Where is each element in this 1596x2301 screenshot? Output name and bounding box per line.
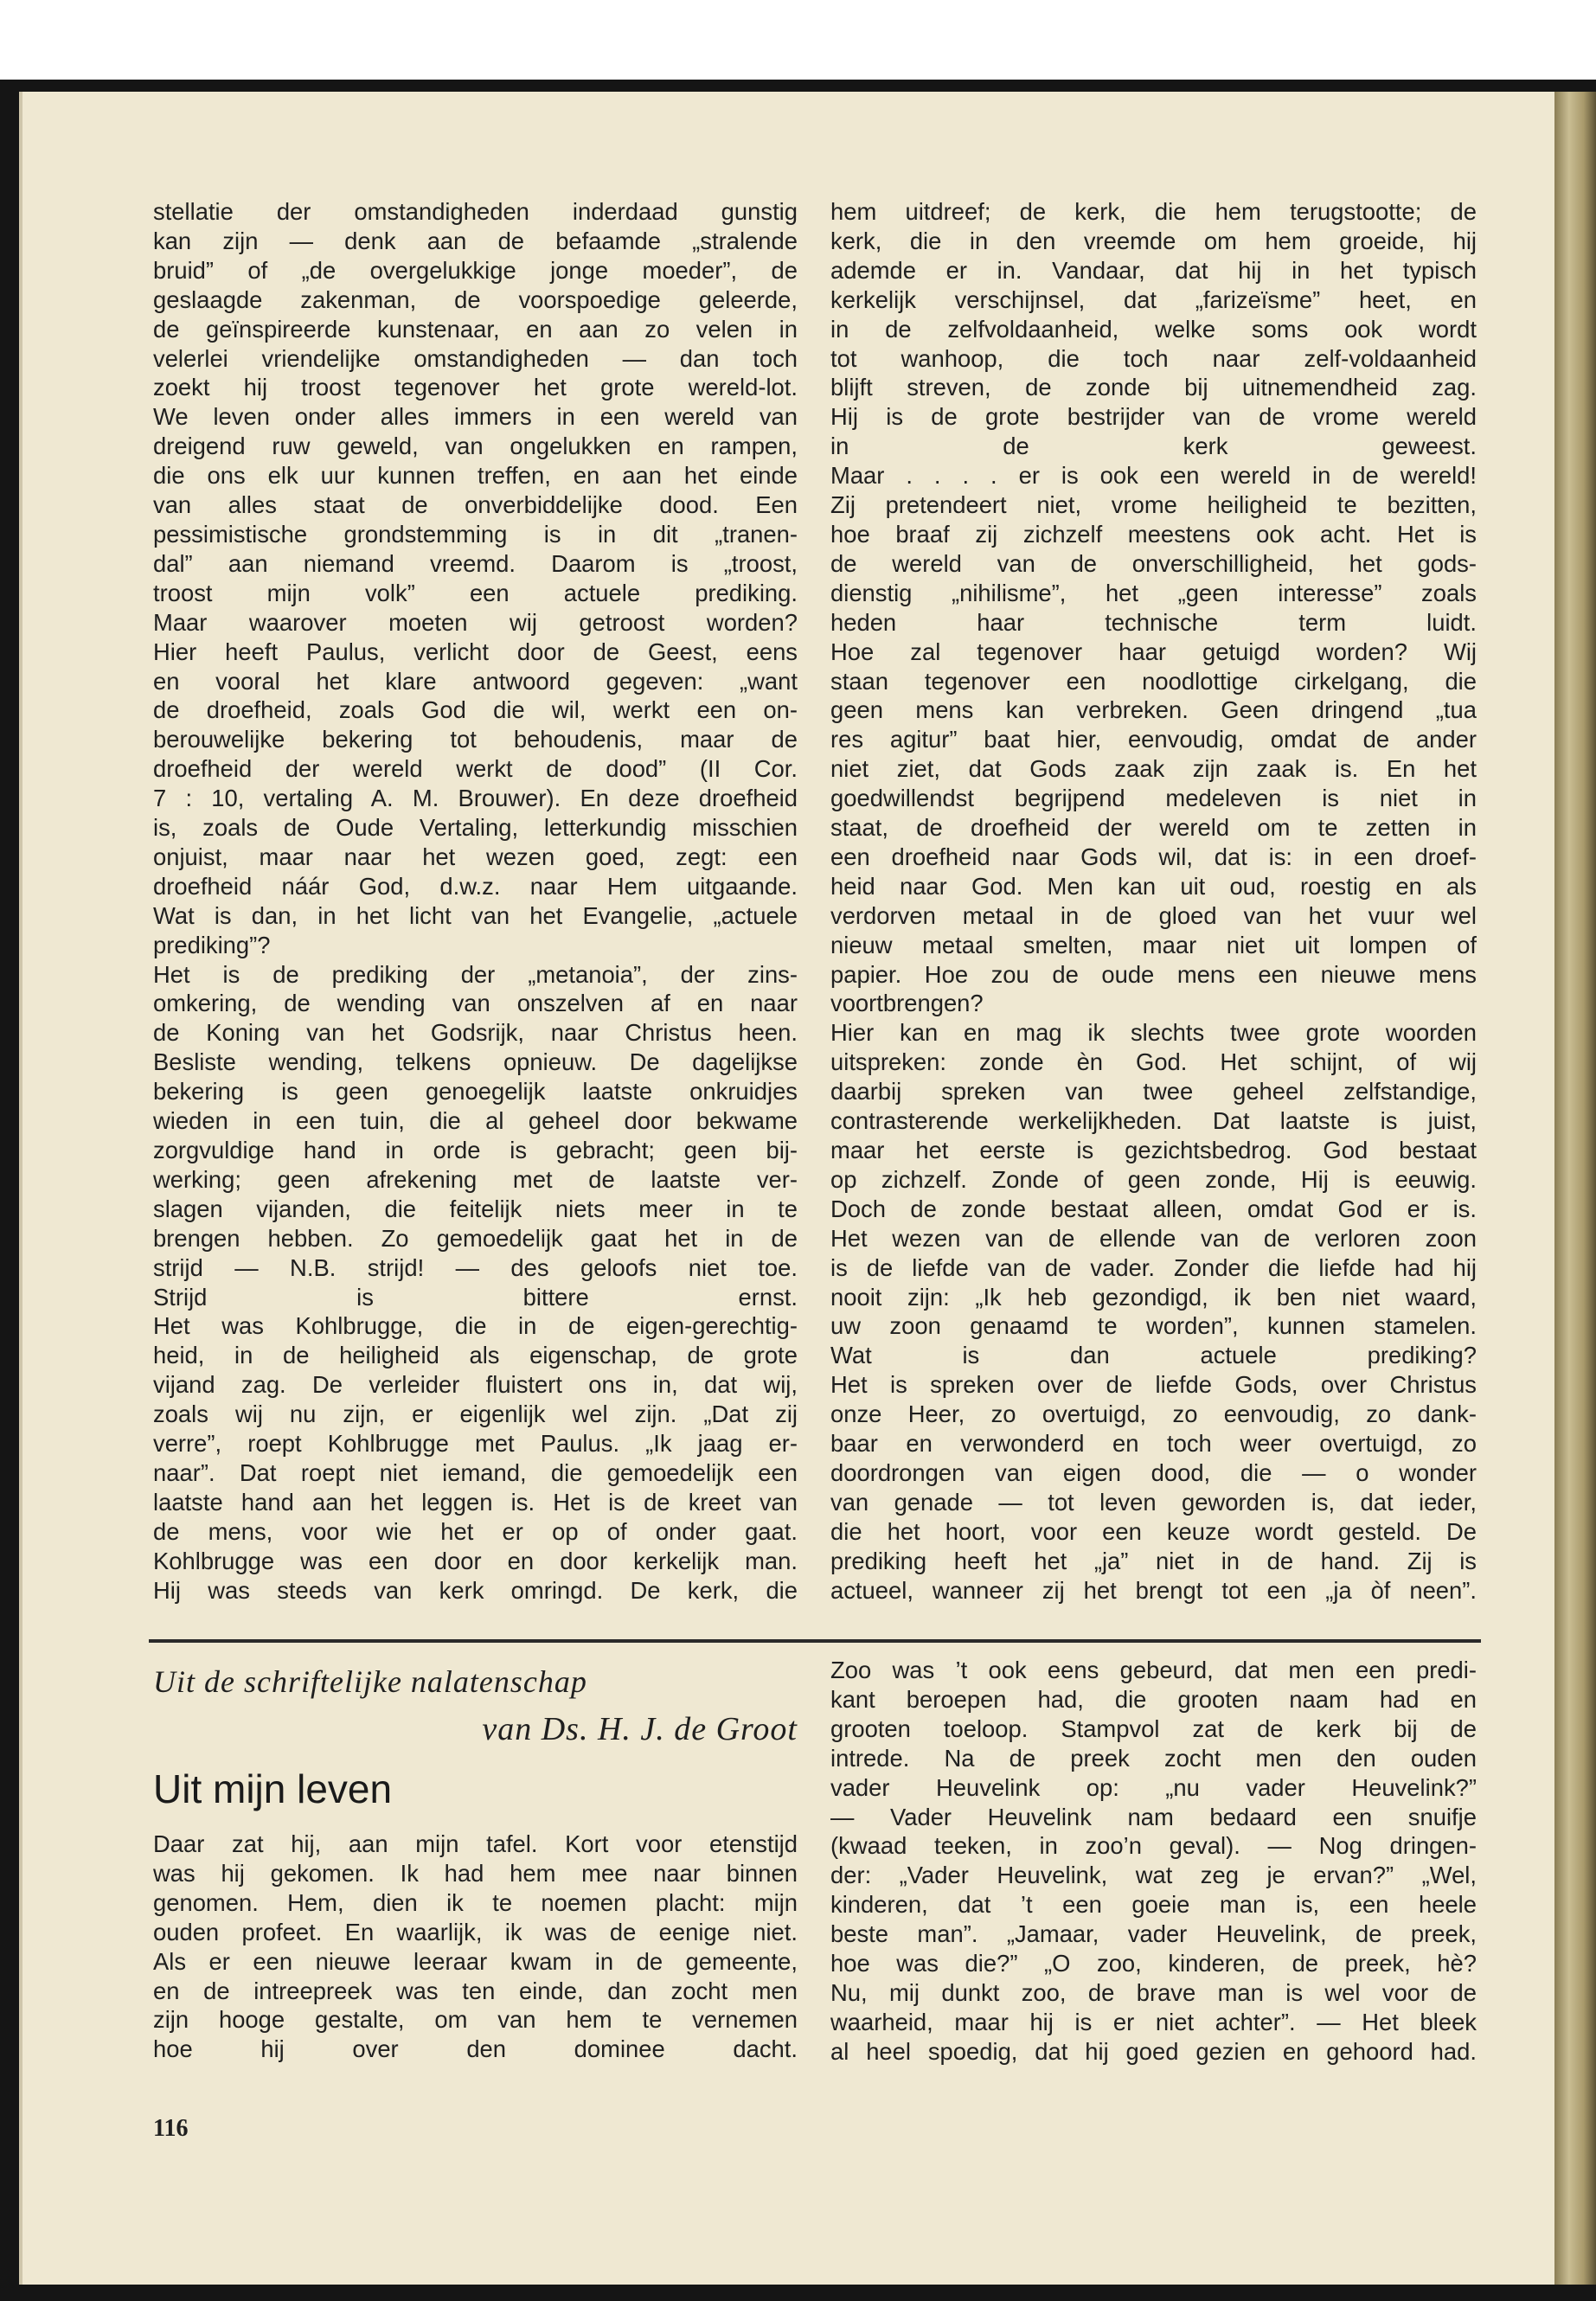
section-divider	[149, 1639, 1481, 1643]
memoir-left-column: Daar zat hij, aan mijn tafel. Kort voor etenstijd was hij gekomen. Ik had hem mee naar binnen genomen. Hem, dien ik te noemen placht: mijn ouden profeet. En waarlijk, ik was de eenige niet. Als er een nieuwe leeraar kwam in de gemeente, en de intreepreek was ten einde, dan zocht men zijn hooge gestalte, om van hem te vernemen hoe hij over den dominee dacht.	[153, 1830, 798, 2063]
section-heading: Uit mijn leven	[153, 1766, 393, 1811]
article-left-column: stellatie der omstandigheden inderdaad gunstig kan zijn — denk aan de befaamde „stralende bruid” of „de overgelukkige jonge moeder”, de geslaagde zakenman, de voorspoedige geleerde, de geïnspireerde kunstenaar, en aan zo velen in velerlei vriendelijke omstandigheden — dan toch zoekt hij troost tegenover het grote wereld-lot. We leven onder alles immers in een wereld van dreigend ruw geweld, van ongelukken en rampen, die ons elk uur kunnen treffen, en aan het einde van alles staat de onverbiddelijke dood. Een pessimistische grondstemming is in dit „tranen- dal” aan niemand vreemd. Daarom is „troost, troost mijn volk” een actuele prediking. Maar waarover moeten wij getroost worden? Hier heeft Paulus, verlicht door de Geest, eens en vooral het klare antwoord gegeven: „want de droefheid, zoals God die wil, werkt een on- berouwelijke bekering tot behoudenis, maar de droefheid der wereld werkt de dood” (II Cor. 7 : 10, vertaling A. M. Brouwer). En deze droefheid is, zoals de Oude Vertaling, letterkundig misschien onjuist, maar naar het wezen goed, zegt: een droefheid náár God, d.w.z. naar Hem uitgaande. Wat is dan, in het licht van het Evangelie, „actuele prediking”? Het is de prediking der „metanoia”, der zins- omkering, de wending van onszelven af en naar de Koning van het Godsrijk, naar Christus heen. Besliste wending, telkens opnieuw. De dagelijkse bekering is geen genoegelijk laatste onkruidjes wieden in een tuin, die al geheel door bekwame zorgvuldige hand in orde is gebracht; geen bij- werking; geen afrekening met de laatste ver- slagen vijanden, die feitelijk niets meer in te brengen hebben. Zo gemoedelijk gaat het in de strijd — N.B. strijd! — des geloofs niet toe. Strijd is bittere ernst. Het was Kohlbrugge, die in de eigen-gerechtig- heid, in de heiligheid als eigenschap, de grote vijand zag. De verleider fluistert ons in, dat wij, zoals wij nu zijn, er eigenlijk wel zijn. „Dat zij verre”, roept Kohlbrugge met Paulus. „Ik jaag er- naar”. Dat roept niet iemand, die gemoedelijk een laatste hand aan het leggen is. Het is de kreet van de mens, voor wie het er op of onder gaat. Kohlbrugge was een door en door kerkelijk man. Hij was steeds van kerk omringd. De kerk, die	[153, 198, 798, 1604]
book-page-edge	[1554, 92, 1596, 2285]
source-attribution: Uit de schriftelijke nalatenschap	[153, 1664, 587, 1699]
page-number: 116	[153, 2115, 189, 2142]
author-attribution: van Ds. H. J. de Groot	[482, 1711, 798, 1747]
memoir-right-column: Zoo was ’t ook eens gebeurd, dat men een predi- kant beroepen had, die grooten naam had en grooten toeloop. Stampvol zat de kerk bij de intrede. Na de preek zocht men den ouden vader Heuvelink op: „nu vader Heuvelink?” — Vader Heuvelink nam bedaard een snuifje (kwaad teeken, in zoo’n geval). — Nog dringen- der: „Vader Heuvelink, wat zeg je ervan?” „Wel, kinderen, dat ’t een goeie man is, een heele beste man”. „Jamaar, vader Heuvelink, de preek, hoe was die?” „O zoo, kinderen, de preek, hè? Nu, mij dunkt zoo, de brave man is wel voor de waarheid, maar hij is er niet achter”. — Het bleek al heel spoedig, dat hij goed gezien en gehoord had.	[830, 1657, 1477, 2065]
article-right-column: hem uitdreef; de kerk, die hem terugstootte; de kerk, die in den vreemde om hem groeide, hij ademde er in. Vandaar, dat hij in het typisch kerkelijk verschijnsel, dat „farizeïsme” heet, en in de zelfvoldaanheid, welke soms ook wordt tot wanhoop, die toch naar zelf-voldaanheid blijft streven, de zonde bij uitnemendheid zag. Hij is de grote bestrijder van de vrome wereld in de kerk geweest. Maar . . . . er is ook een wereld in de wereld! Zij pretendeert niet, vrome heiligheid te bezitten, hoe braaf zij zichzelf meestens ook acht. Het is de wereld van de onverschilligheid, het gods- dienstig „nihilisme”, het „geen interesse” zoals heden haar technische term luidt. Hoe zal tegenover haar getuigd worden? Wij staan tegenover een noodlottige cirkelgang, die geen mens kan verbreken. Geen dringend „tua res agitur” baat hier, eenvoudig, omdat de ander niet ziet, dat Gods zaak zijn zaak is. En het goedwillendst begrijpend medeleven is niet in staat, de droefheid der wereld om te zetten in een droefheid naar Gods wil, dat is: in een droef- heid naar God. Men kan uit oud, roestig en als verdorven metaal in de gloed van het vuur wel nieuw metaal smelten, maar niet uit lompen of papier. Hoe zou de oude mens een nieuwe mens voortbrengen? Hier kan en mag ik slechts twee grote woorden uitspreken: zonde èn God. Het schijnt, of wij daarbij spreken van twee geheel zelfstandige, contrasterende werkelijkheden. Dat laatste is juist, maar het eerste is gezichtsbedrog. God bestaat op zichzelf. Zonde of geen zonde, Hij is eeuwig. Doch de zonde bestaat alleen, omdat God er is. Het wezen van de ellende van de verloren zoon is de liefde van de vader. Zonder die liefde had hij nooit zijn: „Ik heb gezondigd, ik ben niet waard, uw zoon genaamd te worden”, kunnen stamelen. Wat is dan actuele prediking? Het is spreken over de liefde Gods, over Christus onze Heer, zo overtuigd, zo eenvoudig, zo dank- baar en verwonderd en toch weer overtuigd, zo doordrongen van eigen dood, die — o wonder van genade — tot leven geworden is, dat ieder, die het hoort, voor een keuze wordt gesteld. De prediking heeft het „ja” niet in de hand. Zij is actueel, wanneer zij het brengt tot een „ja òf neen”.	[830, 198, 1477, 1604]
